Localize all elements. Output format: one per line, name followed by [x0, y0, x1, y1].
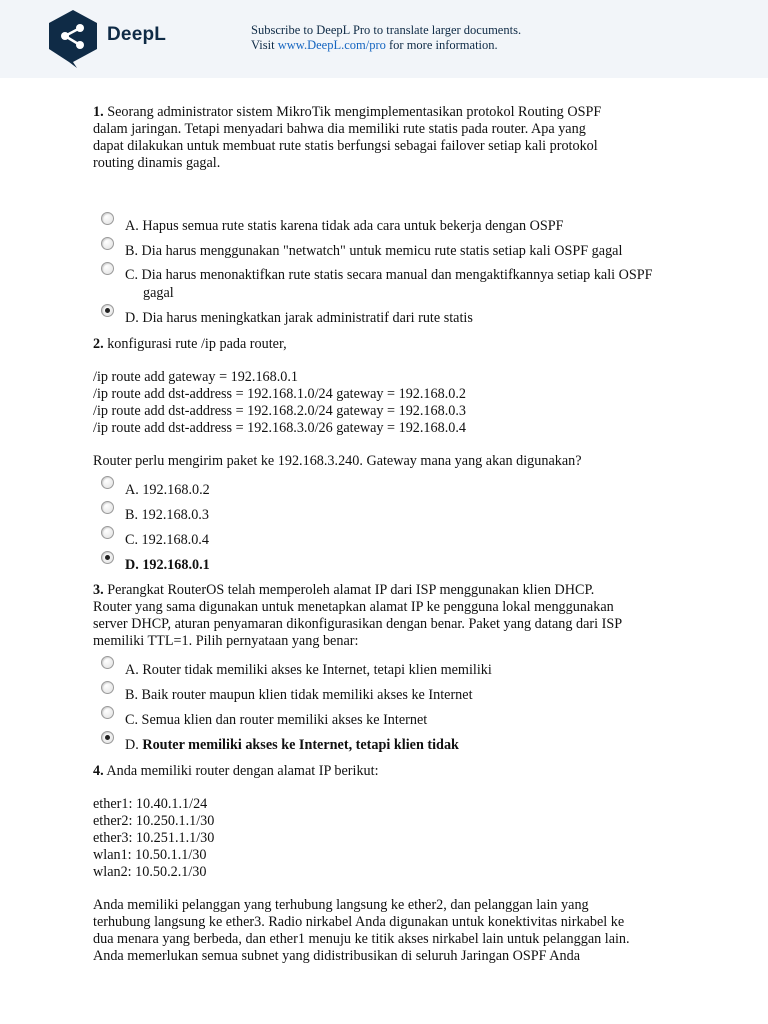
- q2-option-d-radio[interactable]: [101, 551, 114, 564]
- deepl-logo-icon[interactable]: [47, 9, 99, 69]
- question-3-line: 3. Perangkat RouterOS telah memperoleh alamat IP dari ISP menggunakan klien DHCP.: [93, 582, 595, 598]
- q2-option-a-radio[interactable]: [101, 476, 114, 489]
- question-1-line: 1. Seorang administrator sistem MikroTik mengimplementasikan protokol Routing OSPF: [93, 104, 602, 120]
- question-4-intro: 4. Anda memiliki router dengan alamat IP berikut:: [93, 763, 379, 779]
- promo-line-2: Visit www.DeepL.com/pro for more information.: [251, 38, 498, 52]
- q3-option-a-label[interactable]: A. Router tidak memiliki akses ke Internet, tetapi klien memiliki: [125, 662, 492, 678]
- question-3-line: memiliki TTL=1. Pilih pernyataan yang benar:: [93, 633, 359, 649]
- q2-option-b-radio[interactable]: [101, 501, 114, 514]
- question-4-line: Anda memiliki pelanggan yang terhubung langsung ke ether2, dan pelanggan lain yang: [93, 897, 589, 913]
- brand-name: DeepL: [107, 24, 167, 45]
- q2-option-c-label[interactable]: C. 192.168.0.4: [125, 532, 209, 548]
- q1-option-b-radio[interactable]: [101, 237, 114, 250]
- q3-option-a-radio[interactable]: [101, 656, 114, 669]
- interface-line: ether1: 10.40.1.1/24: [93, 796, 208, 812]
- question-3-line: Router yang sama digunakan untuk menetapkan alamat IP ke pengguna lokal menggunakan: [93, 599, 614, 615]
- question-2: [93, 336, 693, 353]
- q2-option-b-label[interactable]: B. 192.168.0.3: [125, 507, 209, 523]
- question-2-intro: 2. konfigurasi rute /ip pada router,: [93, 336, 287, 352]
- q2-option-c-radio[interactable]: [101, 526, 114, 539]
- q3-option-c-label[interactable]: C. Semua klien dan router memiliki akses ke Internet: [125, 712, 428, 728]
- interface-line: ether3: 10.251.1.1/30: [93, 830, 215, 846]
- route-config-line: /ip route add gateway = 192.168.0.1: [93, 369, 299, 385]
- q1-option-c-radio[interactable]: [101, 262, 114, 275]
- q3-option-d-radio[interactable]: [101, 731, 114, 744]
- q3-option-d-label[interactable]: D. Router memiliki akses ke Internet, tetapi klien tidak: [125, 737, 459, 753]
- interface-line: wlan1: 10.50.1.1/30: [93, 847, 207, 863]
- question-3-line: server DHCP, aturan penyamaran dikonfigurasikan dengan benar. Paket yang datang dari ISP: [93, 616, 623, 632]
- q3-option-b-label[interactable]: B. Baik router maupun klien tidak memiliki akses ke Internet: [125, 687, 473, 703]
- question-1-line: routing dinamis gagal.: [93, 155, 221, 171]
- promo-text: [251, 23, 521, 53]
- q1-option-d-label[interactable]: D. Dia harus meningkatkan jarak administratif dari rute statis: [125, 310, 473, 326]
- question-4-line: terhubung langsung ke ether3. Radio nirkabel Anda digunakan untuk konektivitas nirkabel ke: [93, 914, 625, 930]
- q1-option-b-label[interactable]: B. Dia harus menggunakan "netwatch" untuk memicu rute statis setiap kali OSPF gagal: [125, 243, 623, 259]
- interface-line: wlan2: 10.50.2.1/30: [93, 864, 207, 880]
- q1-option-c-label[interactable]: C. Dia harus menonaktifkan rute statis secara manual dan mengaktifkannya setiap kali OSPF gagal: [125, 267, 653, 301]
- q1-option-a-radio[interactable]: [101, 212, 114, 225]
- interface-list: [93, 796, 693, 881]
- q1-option-a-label[interactable]: A. Hapus semua rute statis karena tidak ada cara untuk bekerja dengan OSPF: [125, 218, 564, 234]
- question-2-prompt: Router perlu mengirim paket ke 192.168.3.240. Gateway mana yang akan digunakan?: [93, 453, 582, 469]
- promo-line-1: Subscribe to DeepL Pro to translate larger documents.: [251, 23, 522, 37]
- interface-line: ether2: 10.250.1.1/30: [93, 813, 215, 829]
- deepl-pro-link[interactable]: www.DeepL.com/pro: [277, 38, 386, 52]
- question-3: [93, 582, 693, 650]
- question-1-line: dalam jaringan. Tetapi menyadari bahwa dia memiliki rute statis pada router. Apa yang: [93, 121, 586, 137]
- question-1-line: dapat dilakukan untuk membuat rute statis berfungsi sebagai failover setiap kali protokol: [93, 138, 598, 154]
- route-config-line: /ip route add dst-address = 192.168.2.0/24 gateway = 192.168.0.3: [93, 403, 466, 419]
- q1-option-d-radio[interactable]: [101, 304, 114, 317]
- q2-option-a-label[interactable]: A. 192.168.0.2: [125, 482, 210, 498]
- question-4-line: Anda memerlukan semua subnet yang didistribusikan di seluruh Jaringan OSPF Anda: [93, 948, 581, 964]
- question-4-line: dua menara yang berbeda, dan ether1 menuju ke titik akses nirkabel lain untuk pelanggan lain.: [93, 931, 630, 947]
- route-config-line: /ip route add dst-address = 192.168.1.0/24 gateway = 192.168.0.2: [93, 386, 466, 402]
- q2-option-d-label[interactable]: D. 192.168.0.1: [125, 557, 210, 573]
- route-config: [93, 369, 693, 437]
- question-4-body: [93, 897, 698, 965]
- question-1: [93, 104, 693, 172]
- deepl-banner: [0, 0, 768, 78]
- q3-option-c-radio[interactable]: [101, 706, 114, 719]
- route-config-line: /ip route add dst-address = 192.168.3.0/26 gateway = 192.168.0.4: [93, 420, 466, 436]
- q3-option-b-radio[interactable]: [101, 681, 114, 694]
